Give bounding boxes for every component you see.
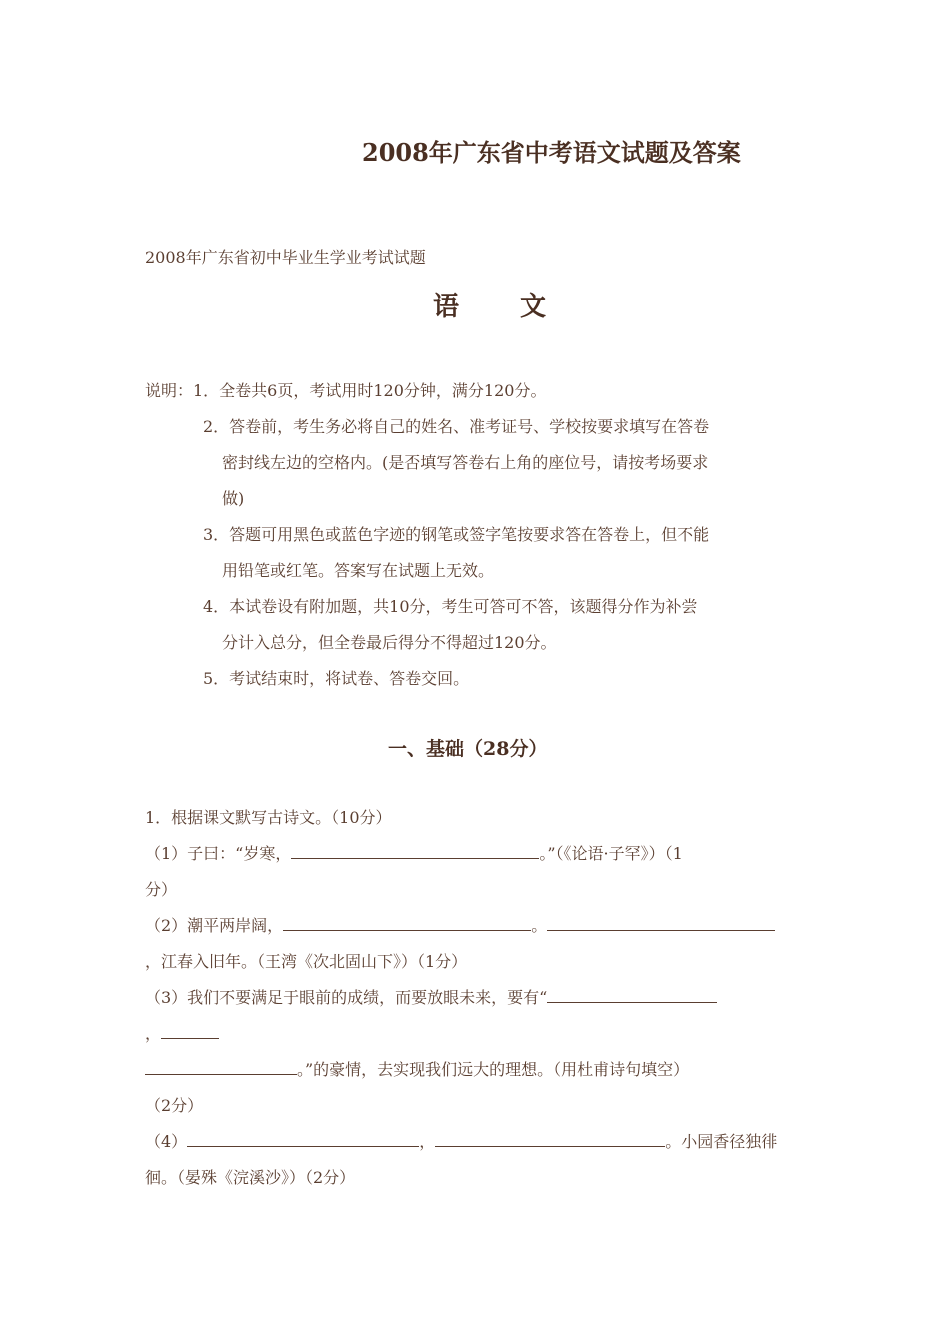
part-4-suffix: 。小园香径独徘 [665,1132,778,1151]
part-1-suffix: 。”（《论语·子罕》）（1 [539,844,683,863]
question-1-part-3-line-2 [145,1021,219,1044]
answer-blank[interactable] [291,842,539,859]
question-1-part-3 [145,985,717,1008]
question-1-part-2-tail: ，江春入旧年。（王湾《次北固山下》）（1分） [145,952,468,971]
question-1-part-4 [145,1129,777,1152]
answer-blank[interactable] [145,1058,297,1075]
instruction-2-line-1: 2．答卷前，考生务必将自己的姓名、准考证号、学校按要求填写在答卷 [203,417,710,436]
instruction-1: 说明：1．全卷共6页，考试用时120分钟，满分120分。 [145,381,547,400]
subject-heading: 语 文 [433,292,573,322]
answer-blank[interactable] [435,1130,665,1147]
section-heading-basics: 一、基础（28分） [388,738,548,760]
part-1-prefix: （1）子曰：“岁寒， [145,844,292,863]
question-1-part-1-tail: 分） [145,880,178,899]
question-1-part-1 [145,841,683,864]
instruction-5: 5．考试结束时，将试卷、答卷交回。 [203,669,470,688]
question-1-part-2 [145,913,775,936]
part-2-prefix: （2）潮平两岸阔， [145,916,284,935]
instruction-2-line-2: 密封线左边的空格内。(是否填写答卷右上角的座位号，请按考场要求 [222,453,709,472]
instruction-3-line-2: 用铅笔或红笔。答案写在试题上无效。 [222,561,495,580]
answer-blank[interactable] [161,1022,219,1039]
answer-blank[interactable] [283,914,531,931]
part-2-middle: 。 [531,916,548,935]
part-3-comma: ， [145,1024,162,1043]
answer-blank[interactable] [187,1130,419,1147]
instruction-4-line-1: 4．本试卷设有附加题，共10分，考生可答可不答，该题得分作为补尝 [203,597,698,616]
instruction-2-line-3: 做) [222,489,245,508]
answer-blank[interactable] [547,986,717,1003]
part-3-prefix: （3）我们不要满足于眼前的成绩，而要放眼未来，要有“ [145,988,548,1007]
question-1-part-4-tail: 徊。（晏殊《浣溪沙》）（2分） [145,1168,356,1187]
exam-subtitle: 2008年广东省初中毕业生学业考试试题 [145,248,426,267]
question-1-part-3-line-3 [145,1057,689,1080]
part-3-suffix: 。”的豪情，去实现我们远大的理想。（用杜甫诗句填空） [297,1060,690,1079]
instruction-3-line-1: 3．答题可用黑色或蓝色字迹的钢笔或签字笔按要求答在答卷上，但不能 [203,525,710,544]
part-4-prefix: （4） [145,1132,188,1151]
answer-blank[interactable] [547,914,775,931]
part-4-middle: ， [419,1132,436,1151]
question-1-part-3-score: （2分） [145,1096,204,1115]
page-title: 2008年广东省中考语文试题及答案 [362,138,741,167]
instruction-4-line-2: 分计入总分，但全卷最后得分不得超过120分。 [222,633,557,652]
question-1-intro: 1．根据课文默写古诗文。（10分） [145,808,392,827]
